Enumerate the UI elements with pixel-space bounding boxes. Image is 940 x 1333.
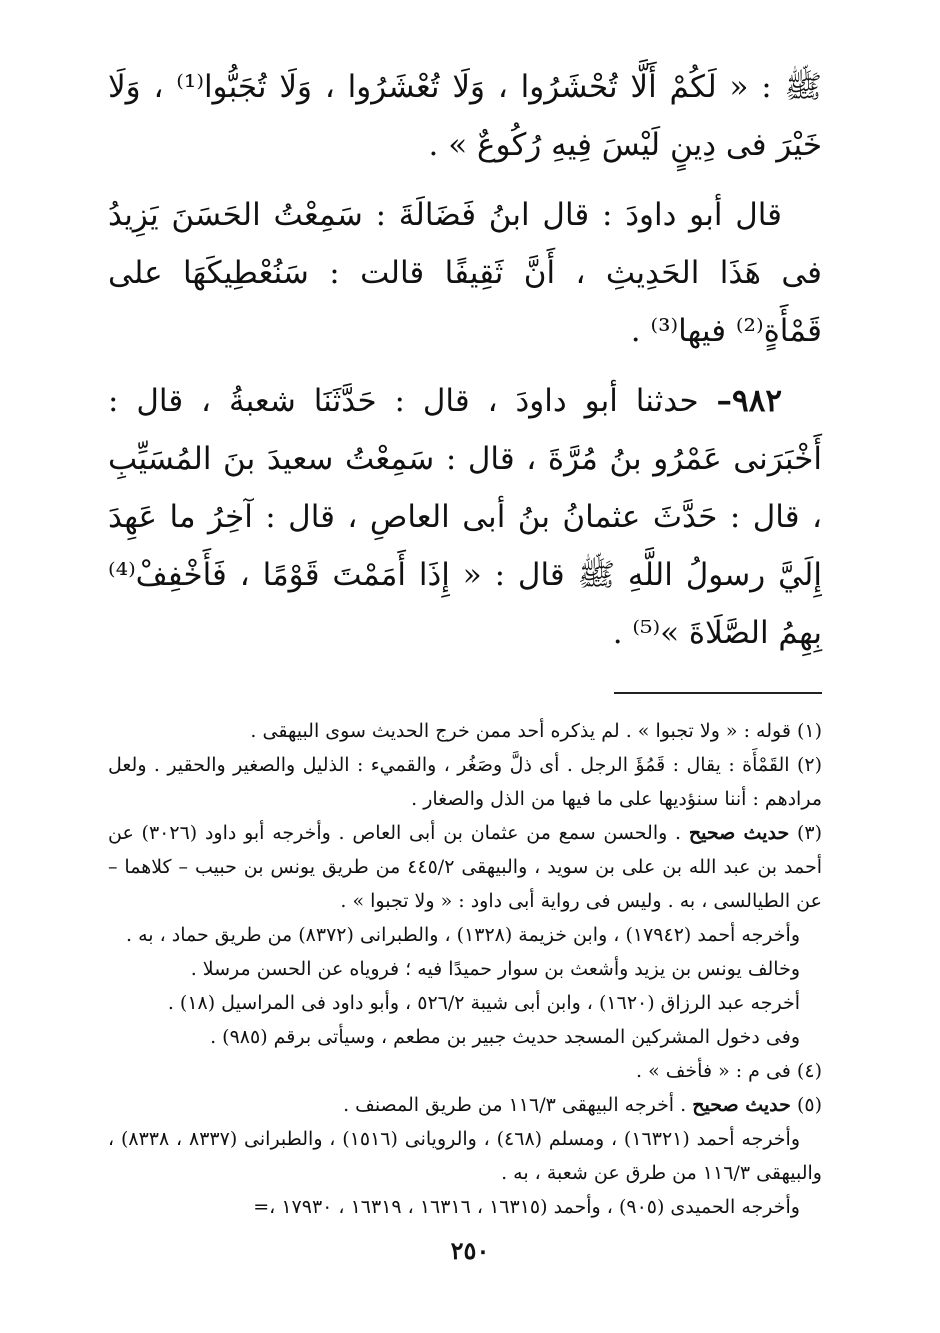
main-text	[108, 58, 822, 662]
footnote-5-continuation-2: وأخرجه الحميدى (٩٠٥) ، وأحمد (١٦٣١٥ ، ١٦٣١٦ ، ١٦٣١٩ ، ١٧٩٣٠ ،=	[253, 1196, 800, 1218]
footnote-separator	[614, 692, 822, 694]
footnotes	[108, 714, 822, 1224]
paragraph-hadith-continuation: ﷺ : « لَكُمْ أَلَّا تُحْشَرُوا ، وَلَا تُعْشَرُوا ، وَلَا تُجَبُّوا⁽¹⁾ ، وَلَا خَيْرَ فى دِينٍ لَيْسَ فِيهِ رُكُوعٌ » .	[108, 69, 822, 163]
footnote-3-text: . والحسن سمع من عثمان بن أبى العاص . وأخرجه أبو داود (٣٠٢٦) عن أحمد بن عبد الله بن على بن سويد ، والبيهقى ٤٤٥/٢ من طريق يونس بن حبيب – كلاهما – عن الطيالسى ، به . وليس فى رواية أبى داود : « ولا تجبوا » .	[108, 822, 822, 912]
hadith-text: حدثنا أبو داودَ ، قال : حَدَّثَنَا شعبةُ ، قال : أَخْبَرَنى عَمْرُو بنُ مُرَّةَ ، قال : سَمِعْتُ سعيدَ بنَ المُسَيِّبِ ، قال : حَدَّثَ عثمانُ بنُ أبى العاصِ ، قال : آخِرُ ما عَهِدَ إِلَيَّ رسولُ اللَّهِ ﷺ قال : « إِذَا أَمَمْتَ قَوْمًا ، فَأَخْفِفْ⁽⁴⁾ بِهِمُ الصَّلَاةَ »⁽⁵⁾ .	[108, 383, 822, 651]
footnote-5-label: (٥)	[790, 1094, 822, 1116]
footnote-3-continuation-1: وأخرجه أحمد (١٧٩٤٢) ، وابن خزيمة (١٣٢٨) ، والطبرانى (٨٣٧٢) من طريق حماد ، به .	[126, 924, 800, 946]
paragraph-hadith-982	[108, 372, 822, 662]
footnote-4: (٤) فى م : « فأخف » .	[636, 1060, 822, 1082]
footnote-3-label: (٣)	[789, 822, 822, 844]
footnote-3-continuation-2: وخالف يونس بن يزيد وأشعث بن سوار حميدًا فيه ؛ فروياه عن الحسن مرسلا .	[190, 958, 800, 980]
footnote-1: (١) قوله : « ولا تجبوا » . لم يذكره أحد ممن خرج الحديث سوى البيهقى .	[250, 720, 822, 742]
footnote-5	[108, 1088, 822, 1122]
footnote-5-grade: حديث صحيح	[692, 1094, 791, 1116]
hadith-number: ٩٨٢–	[716, 383, 782, 419]
footnote-2: (٢) القَمْأَة : يقال : قَمُؤَ الرجل . أى ذلَّ وصَغُر ، والقميء : الذليل والصغير والحقير . ولعل مرادهم : أننا سنؤديها على ما فيها من الذل والصغار .	[108, 754, 822, 810]
page-number: ٢٥٠	[450, 1236, 490, 1265]
footnote-5-continuation-1: وأخرجه أحمد (١٦٣٢١) ، ومسلم (٤٦٨) ، والرويانى (١٥١٦) ، والطبرانى (٨٣٣٧ ، ٨٣٣٨) ، والبيهقى ١١٦/٣ من طرق عن شعبة ، به .	[108, 1128, 822, 1184]
footnote-3	[108, 816, 822, 918]
paragraph-abu-dawud-comment: قال أبو داودَ : قال ابنُ فَضَالَةَ : سَمِعْتُ الحَسَنَ يَزِيدُ فى هَذَا الحَدِيثِ ، أَنَّ ثَقِيفًا قالت : سَنُعْطِيكَهَا على قَمْأَةٍ⁽²⁾ فيها⁽³⁾ .	[108, 197, 822, 349]
footnote-3-continuation-3: أخرجه عبد الرزاق (١٦٢٠) ، وابن أبى شيبة ٥٢٦/٢ ، وأبو داود فى المراسيل (١٨) .	[167, 992, 800, 1014]
footnote-3-continuation-4: وفى دخول المشركين المسجد حديث جبير بن مطعم ، وسيأتى برقم (٩٨٥) .	[210, 1026, 800, 1048]
footnote-3-grade: حديث صحيح	[688, 822, 790, 844]
footnote-5-text: . أخرجه البيهقى ١١٦/٣ من طريق المصنف .	[343, 1094, 693, 1116]
footnote-separator-wrap	[108, 674, 822, 714]
page-content	[108, 58, 822, 1224]
